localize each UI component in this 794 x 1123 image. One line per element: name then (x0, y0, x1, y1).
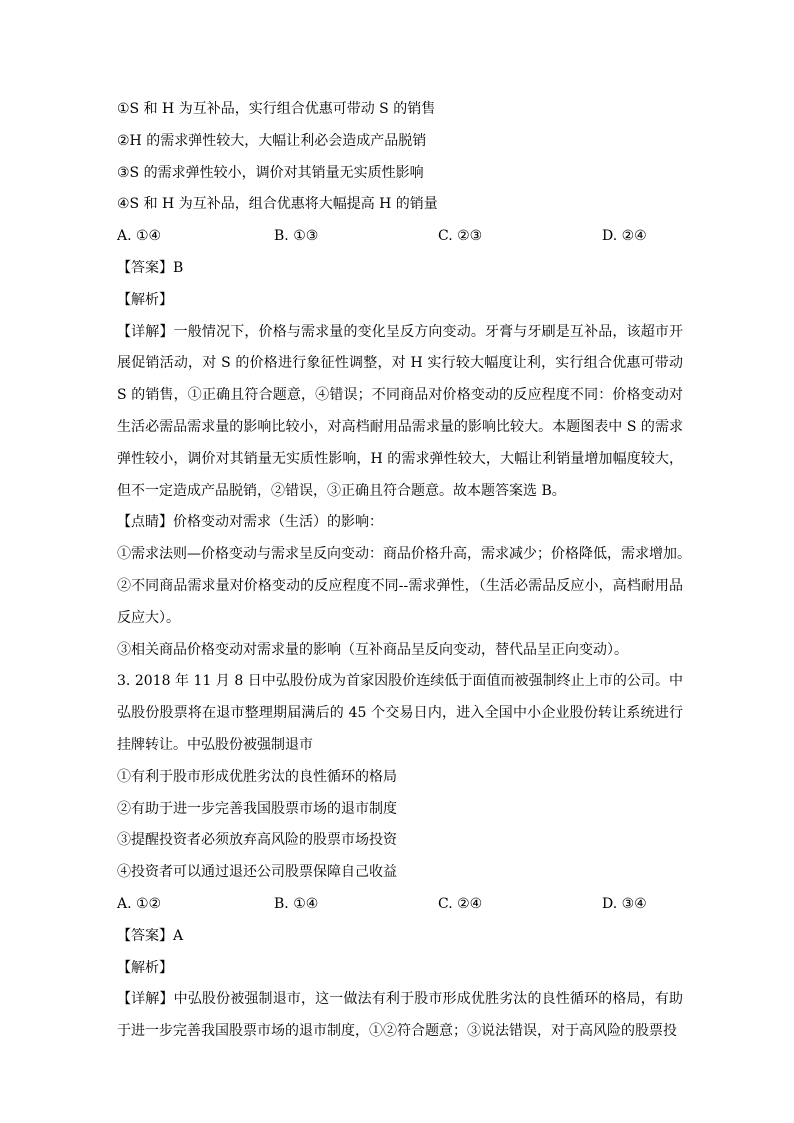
q2-option-b: B. ①③ (274, 228, 319, 245)
q3-statement-3: ③提醒投资者必须放弃高风险的股票市场投资 (117, 832, 397, 849)
q2-detail: 【详解】一般情况下，价格与需求量的变化呈反方向变动。牙膏与牙刷是互补品，该超市开展促销活动，对 S 的价格进行象征性调整，对 H 实行较大幅度让利，实行组合优惠可带动 S 的销售，①正确且符合题意，④错误；不同商品对价格变动的反应程度不同：价格变动对生活必需品需求量的影响比较小，对高档耐用品需求量的影响比较大。本题图表中 S 的需求弹性较小，调价对其销量无实质性影响，H 的需求弹性较大，大幅让利销量增加幅度较大，但不一定造成产品脱销，②错误，③正确且符合题意。故本题答案选 B。 (117, 323, 683, 499)
q2-option-a: A. ①④ (117, 228, 162, 245)
q2-options (117, 221, 683, 253)
q3-statement-4: ④投资者可以通过退还公司股票保障自己收益 (117, 864, 397, 881)
document-page (117, 94, 691, 1048)
q2-tip-title: 【点睛】价格变动对需求（生活）的影响： (117, 514, 383, 531)
q2-option-d: D. ②④ (602, 228, 647, 245)
q3-statement-1: ①有利于股市形成优胜劣汰的良性循环的格局 (117, 768, 397, 785)
q2-statement-1: ①S 和 H 为互补品，实行组合优惠可带动 S 的销售 (117, 101, 436, 117)
q3-options (117, 889, 683, 921)
q2-analysis-label: 【解析】 (117, 291, 173, 308)
q2-tip-3: ③相关商品价格变动对需求量的影响（互补商品呈反向变动，替代品呈正向变动）。 (117, 641, 628, 658)
q3-analysis-label: 【解析】 (117, 959, 173, 976)
q3-option-c: C. ②④ (438, 895, 483, 912)
q3-statement-2: ②有助于进一步完善我国股票市场的退市制度 (117, 800, 397, 817)
q3-stem: 3. 2018 年 11 月 8 日中弘股份成为首家因股价连续低于面值而被强制终止上市的公司。中弘股份股票将在退市整理期届满后的 45 个交易日内，进入全国中小企业股份转让系统进行挂牌转让。中弘股份被强制退市 (117, 673, 683, 753)
q2-tip-2: ②不同商品需求量对价格变动的反应程度不同--需求弹性，（生活必需品反应小，高档耐用品反应大）。 (117, 577, 683, 626)
q2-tip-1: ①需求法则—价格变动与需求呈反向变动：商品价格升高，需求减少；价格降低，需求增加。 (117, 546, 691, 563)
q3-option-a: A. ①② (117, 895, 162, 912)
q3-option-b: B. ①④ (274, 895, 319, 912)
q3-option-d: D. ③④ (602, 895, 647, 912)
q3-answer: 【答案】A (117, 927, 184, 944)
q2-option-c: C. ②③ (438, 228, 483, 245)
q2-statement-2: ②H 的需求弹性较大，大幅让利必会造成产品脱销 (117, 132, 427, 149)
q2-statement-4: ④S 和 H 为互补品，组合优惠将大幅提高 H 的销量 (117, 196, 438, 213)
q3-detail: 【详解】中弘股份被强制退市，这一做法有利于股市形成优胜劣汰的良性循环的格局，有助于进一步完善我国股票市场的退市制度，①②符合题意；③说法错误，对于高风险的股票投 (117, 991, 683, 1040)
q2-statement-3: ③S 的需求弹性较小，调价对其销量无实质性影响 (117, 164, 424, 181)
q2-answer: 【答案】B (117, 259, 184, 276)
